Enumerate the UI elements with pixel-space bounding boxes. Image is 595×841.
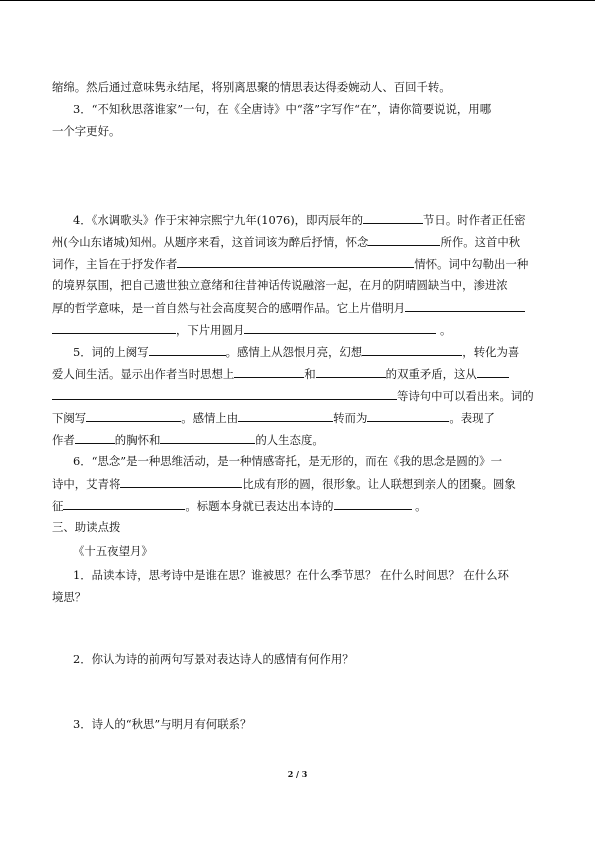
text: 作者: [52, 433, 75, 447]
text-line: [52, 498, 427, 513]
page-number: 2 / 3: [287, 769, 308, 779]
blank: [477, 366, 509, 378]
text: 6．“思念”是一种思维活动，是一种情感寄托，是无形的，而在《我的思念是圆的》一: [73, 454, 502, 468]
text: 和: [304, 367, 316, 381]
reading-question-1: [73, 568, 509, 582]
question-6: [73, 454, 502, 468]
text: 4．《水调歌头》作于宋神宗熙宁九年(1076)，即丙辰年的: [73, 213, 364, 227]
text-line: [52, 322, 451, 337]
text: 三、助读点拨: [52, 520, 121, 534]
text: 情怀。词中勾勒出一种: [414, 257, 529, 271]
blank: [367, 410, 449, 422]
text-line: [52, 476, 516, 491]
text: 的双重矛盾，这从: [385, 367, 477, 381]
text: 3．诗人的“秋思”与明月有何联系？: [73, 717, 252, 731]
text-line: [52, 590, 86, 604]
blank: [316, 366, 386, 378]
text: 一个字更好。: [52, 124, 121, 138]
text: 《十五夜望月》: [73, 544, 153, 558]
text: 。: [415, 499, 427, 513]
text: 缩绵。然后通过意味隽永结尾，将别离思聚的情思表达得委婉动人、百回千转。: [52, 80, 451, 94]
blank: [86, 410, 181, 422]
text: 等诗句中可以看出来。词的: [397, 389, 534, 403]
text-line: [52, 300, 525, 315]
blank: [160, 432, 255, 444]
blank: [120, 476, 242, 488]
text: 3．“不知秋思落谁家”一句，在《全唐诗》中“落”字写作“在”，请你简要说说，用哪: [73, 102, 492, 116]
blank: [52, 388, 397, 400]
question-4: [73, 212, 526, 227]
text: 诗中，艾青将: [52, 477, 121, 491]
question-3: [73, 102, 491, 116]
text: 5．词的上阕写: [73, 345, 149, 359]
text: 爱人间生活。显示出作者当时思想上: [52, 367, 235, 381]
text-line: [52, 410, 495, 425]
text: 。: [439, 323, 452, 337]
text-line: [52, 234, 520, 249]
text-line: [52, 432, 324, 447]
blank: [234, 366, 304, 378]
section-heading: [52, 520, 120, 534]
text-line: [52, 256, 528, 271]
text-line: [52, 124, 120, 138]
text: 。感情上由: [181, 411, 239, 425]
text-line: [52, 366, 509, 381]
text: 1．品读本诗，思考诗中是谁在思？谁被思？在什么季节思？ 在什么时间思？ 在什么环: [73, 568, 509, 582]
reading-question-2: [73, 652, 354, 666]
text: 厚的哲学意味，是一首自然与社会高度契合的感喟作品。它上片借明月: [52, 301, 406, 315]
poem-title: [73, 544, 153, 558]
text: 州(今山东诸城)知州。从题序来看，这首词该为醉后抒情，怀念: [52, 235, 369, 249]
text: 转而为: [333, 411, 368, 425]
text: ，转化为喜: [462, 345, 520, 359]
text: 境思？: [52, 590, 87, 604]
text-line: [52, 388, 534, 403]
blank: [52, 322, 176, 334]
blank: [75, 432, 115, 444]
blank: [244, 322, 436, 334]
blank: [368, 234, 440, 246]
text: 节日。时作者正任密: [423, 213, 526, 227]
blank: [149, 344, 226, 356]
text: 。表现了: [449, 411, 495, 425]
question-5: [73, 344, 519, 359]
text: 的人生态度。: [255, 433, 324, 447]
text: 的境界氛围，把自己遗世独立意绪和往昔神话传说融溶一起，在月的阴晴圆缺当中，渗进浓: [52, 278, 508, 292]
blank: [63, 498, 185, 510]
text: ，下片用圆月: [176, 323, 245, 337]
text-line: [52, 278, 508, 292]
reading-question-3: [73, 717, 251, 731]
blank: [238, 410, 333, 422]
text: 2．你认为诗的前两句写景对表达诗人的感情有何作用？: [73, 652, 354, 666]
text: 征: [52, 499, 64, 513]
text: 词作，主旨在于抒发作者: [52, 257, 178, 271]
text-line: [52, 80, 451, 94]
text: 比成有形的圆，很形象。让人联想到亲人的团聚。圆象: [242, 477, 516, 491]
text: 所作。这首中秋: [440, 235, 521, 249]
text: 下阕写: [52, 411, 87, 425]
text: 。感情上从怨恨月亮，幻想: [225, 345, 363, 359]
top-border: [0, 0, 595, 1]
text: 的胸怀和: [114, 433, 161, 447]
blank: [362, 344, 462, 356]
text: 。标题本身就已表达出本诗的: [185, 499, 334, 513]
blank: [177, 256, 414, 268]
blank: [363, 212, 423, 224]
blank: [334, 498, 412, 510]
blank: [405, 300, 525, 312]
